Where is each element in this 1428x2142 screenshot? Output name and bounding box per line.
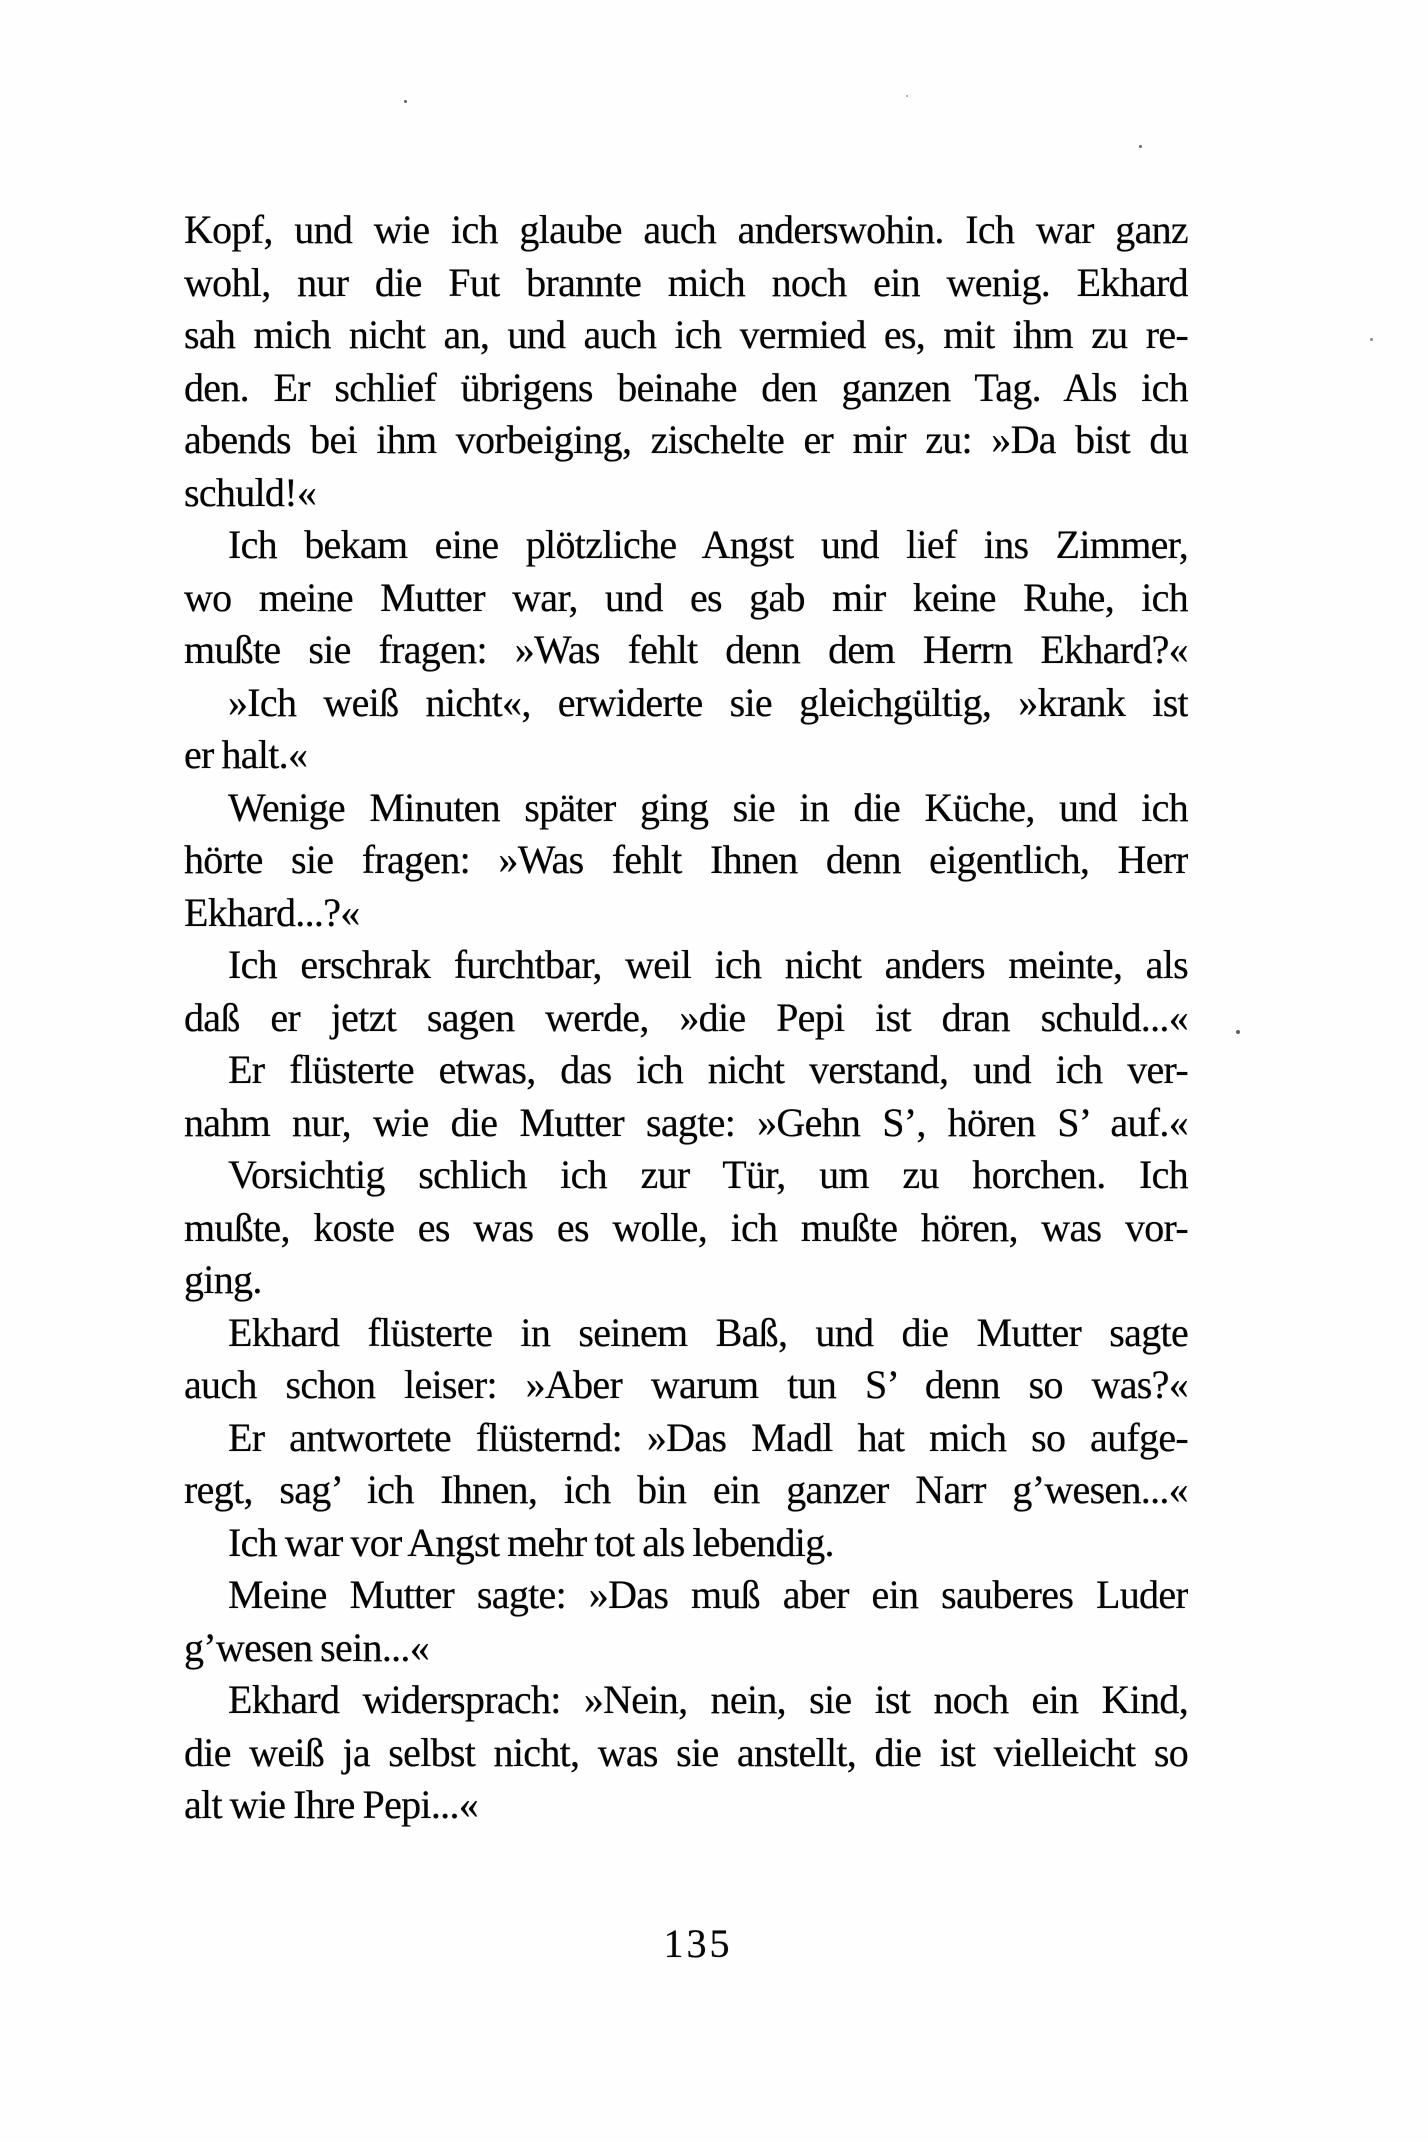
paragraph (184, 939, 1188, 1044)
text-line: Meine Mutter sagte: »Das muß aber ein sauberes Luder (228, 1572, 1188, 1617)
paragraph (184, 1044, 1188, 1149)
text-line: auch schon leiser: »Aber warum tun S’ denn so was?« (184, 1362, 1188, 1407)
paragraph (184, 782, 1188, 940)
text-line: mußte sie fragen: »Was fehlt denn dem Herrn Ekhard?« (184, 627, 1188, 672)
paragraph (184, 1569, 1188, 1674)
text-line: die weiß ja selbst nicht, was sie anstellt, die ist vielleicht so (184, 1729, 1188, 1775)
text-line: regt, sag’ ich Ihnen, ich bin ein ganzer Narr g’wesen...« (184, 1467, 1188, 1512)
page-number: 135 (663, 1921, 733, 1966)
text-line: wohl, nur die Fut brannte mich noch ein wenig. Ekhard (184, 259, 1188, 305)
paragraph (184, 519, 1188, 677)
text-line: alt wie Ihre Pepi...« (184, 1782, 479, 1827)
text-line: er halt.« (184, 732, 308, 777)
text-line: Vorsichtig schlich ich zur Tür, um zu horchen. Ich (228, 1152, 1188, 1197)
scan-speck (1370, 338, 1373, 341)
paragraph (184, 1149, 1188, 1307)
paragraph (184, 204, 1188, 519)
text-line: nahm nur, wie die Mutter sagte: »Gehn S’, hören S’ auf.« (184, 1099, 1188, 1145)
paragraph (184, 1307, 1188, 1412)
text-line: Ich war vor Angst mehr tot als lebendig. (228, 1519, 834, 1565)
text-line: Kopf, und wie ich glaube auch anderswohin. Ich war ganz (184, 207, 1188, 252)
scan-speck (1139, 145, 1142, 148)
text-line: Ich bekam eine plötzliche Angst und lief ins Zimmer, (228, 522, 1188, 567)
text-line: Er antwortete flüsternd: »Das Madl hat mich so aufge- (228, 1414, 1188, 1460)
paragraph (184, 1674, 1188, 1832)
text-line: g’wesen sein...« (184, 1624, 430, 1670)
paragraph (184, 1412, 1188, 1517)
text-line: wo meine Mutter war, und es gab mir keine Ruhe, ich (184, 574, 1188, 620)
text-line: daß er jetzt sagen werde, »die Pepi ist dran schuld...« (184, 994, 1188, 1040)
text-line: sah mich nicht an, und auch ich vermied es, mit ihm zu re- (184, 312, 1188, 357)
text-line: Ekhard widersprach: »Nein, nein, sie ist noch ein Kind, (228, 1677, 1188, 1722)
scan-speck (1236, 1030, 1240, 1034)
text-block (184, 204, 1188, 1832)
text-line: Ich erschrak furchtbar, weil ich nicht anders meinte, als (228, 942, 1188, 987)
text-line: Ekhard flüsterte in seinem Baß, und die Mutter sagte (228, 1309, 1188, 1355)
text-line: mußte, koste es was es wolle, ich mußte hören, was vor- (184, 1204, 1188, 1250)
text-line: den. Er schlief übrigens beinahe den ganzen Tag. Als ich (184, 364, 1188, 410)
text-line: abends bei ihm vorbeiging, zischelte er mir zu: »Da bist du (184, 417, 1188, 462)
text-line: ging. (184, 1257, 262, 1302)
paragraph (184, 677, 1188, 782)
text-line: »Ich weiß nicht«, erwiderte sie gleichgültig, »krank ist (228, 679, 1188, 725)
text-line: hörte sie fragen: »Was fehlt Ihnen denn eigentlich, Herr (184, 837, 1188, 882)
paragraph (184, 1517, 1188, 1570)
text-line: schuld!« (184, 469, 317, 515)
text-line: Er flüsterte etwas, das ich nicht verstand, und ich ver- (228, 1047, 1188, 1092)
text-line: Ekhard...?« (184, 889, 360, 935)
scan-speck (906, 95, 908, 97)
scan-speck (404, 100, 407, 103)
text-line: Wenige Minuten später ging sie in die Küche, und ich (228, 784, 1188, 830)
